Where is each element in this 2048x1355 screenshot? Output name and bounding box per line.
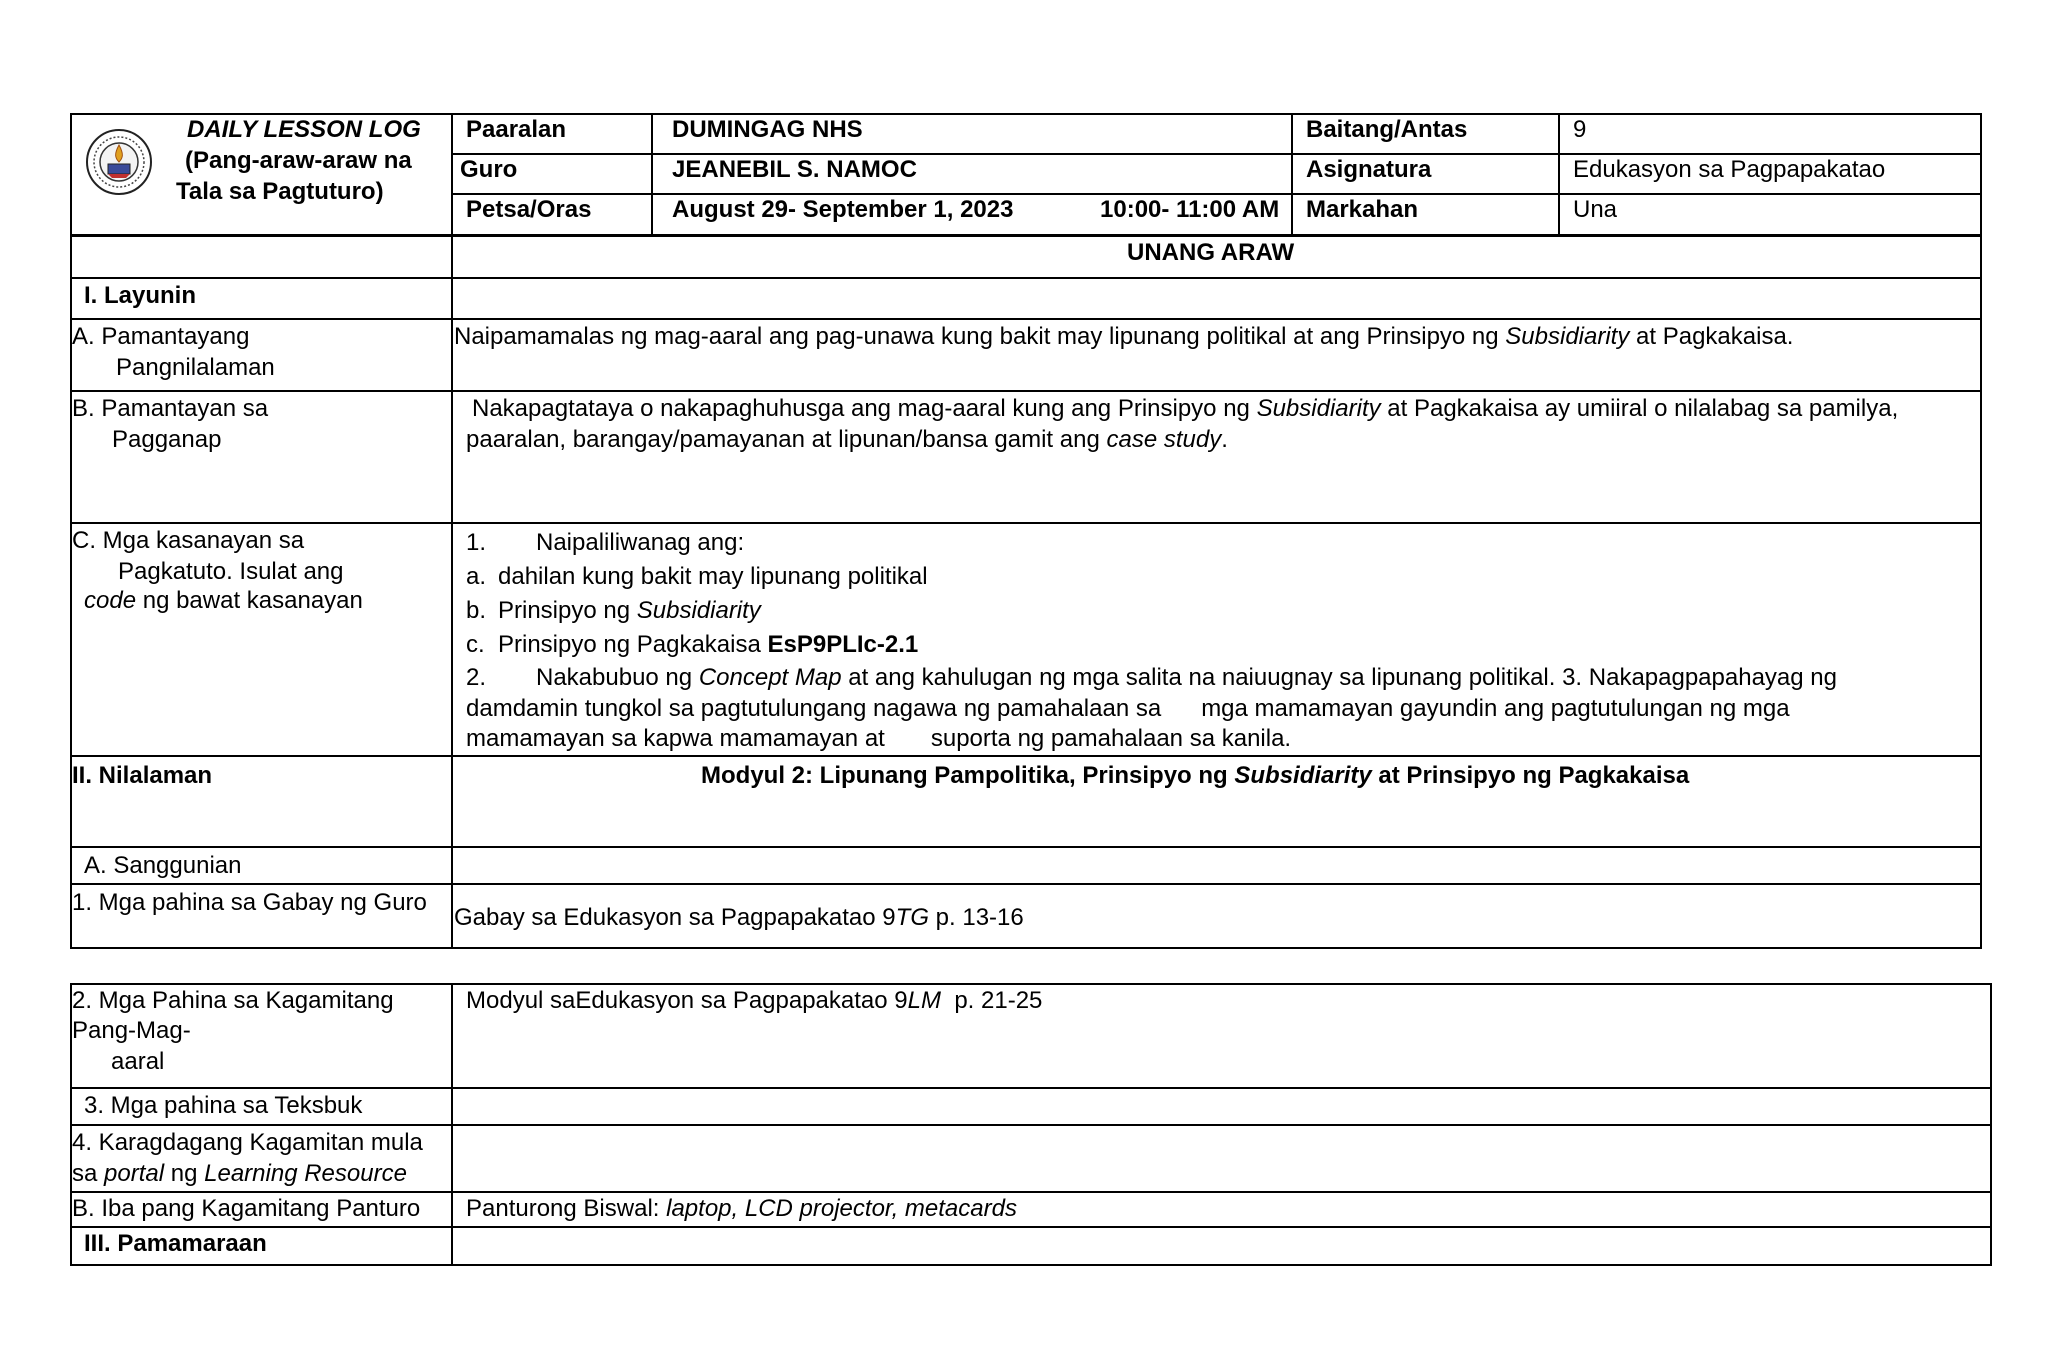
guro-value: JEANEBIL S. NAMOC: [672, 156, 917, 183]
petsa-value: August 29- September 1, 2023: [672, 196, 1014, 223]
baitang-value: 9: [1573, 116, 1587, 143]
skill-a-mark: a.: [466, 563, 487, 590]
markahan-value: Una: [1573, 196, 1618, 223]
sanggunian-label: A. Sanggunian: [84, 852, 242, 879]
paaralan-value: DUMINGAG NHS: [672, 116, 863, 143]
row-line: [70, 277, 1982, 279]
kagamitan-label-3: aaral: [111, 1048, 165, 1075]
col-line: [651, 113, 653, 234]
row-line: [70, 846, 1982, 848]
row-line: [70, 1087, 1992, 1089]
skill-2-text-2: damdamin tungkol sa pagtutulungang nagawa ng pamahalaan sa mga mamamayan gayundin ang pagtutulungan ng mga: [466, 695, 1790, 722]
row-a-text: Naipamamalas ng mag-aaral ang pag-unawa kung bakit may lipunang politikal at ang Prinsipyo ng Subsidiarity at Pagkakaisa.: [454, 323, 1794, 350]
skill-2-number: 2.: [466, 664, 487, 691]
row-line: [70, 1226, 1992, 1228]
row-b-label: B. Pamantayan sa: [72, 395, 269, 422]
asignatura-value: Edukasyon sa Pagpapakatao: [1573, 156, 1886, 183]
kagamitan-value: Modyul saEdukasyon sa Pagpapakatao 9LM p. 21-25: [466, 987, 1043, 1014]
gabay-label: 1. Mga pahina sa Gabay ng Guro: [72, 889, 427, 916]
pamamaraan-heading: III. Pamamaraan: [84, 1230, 267, 1257]
gabay-value: Gabay sa Edukasyon sa Pagpapakatao 9TG p. 13-16: [454, 904, 1024, 931]
row-line: [70, 318, 1982, 320]
skill-1-number: 1.: [466, 529, 487, 556]
karagdagan-label: 4. Karagdagang Kagamitan mula: [72, 1129, 423, 1156]
module-title: Modyul 2: Lipunang Pampolitika, Prinsipyo ng Subsidiarity at Prinsipyo ng Pagkakaisa: [701, 762, 1690, 789]
skill-b-mark: b.: [466, 597, 487, 624]
row-line: [70, 234, 1982, 237]
document-subtitle-2: Tala sa Pagtuturo): [176, 178, 384, 205]
col-line: [451, 113, 453, 949]
nilalaman-heading: II. Nilalaman: [72, 762, 213, 789]
baitang-label: Baitang/Antas: [1306, 116, 1468, 143]
skill-b-text: Prinsipyo ng Subsidiarity: [498, 597, 761, 624]
skill-c-text: Prinsipyo ng Pagkakaisa EsP9PLIc-2.1: [498, 631, 919, 658]
row-line: [70, 755, 1982, 757]
skill-code: EsP9PLIc-2.1: [767, 631, 919, 658]
col-line: [451, 983, 453, 1266]
school-seal-icon: [84, 128, 154, 196]
kagamitan-label-2: Pang-Mag-: [72, 1017, 191, 1044]
asignatura-label: Asignatura: [1306, 156, 1432, 183]
iba-value: Panturong Biswal: laptop, LCD projector, metacards: [466, 1195, 1017, 1222]
row-line: [70, 390, 1982, 392]
karagdagan-label-2: sa portal ng Learning Resource: [72, 1160, 407, 1187]
row-line: [70, 1191, 1992, 1193]
petsa-label: Petsa/Oras: [466, 196, 592, 223]
document-title: DAILY LESSON LOG: [187, 116, 421, 143]
col-line: [1558, 113, 1560, 234]
row-c-label-2: Pagkatuto. Isulat ang: [118, 558, 344, 585]
markahan-label: Markahan: [1306, 196, 1419, 223]
row-line: [70, 522, 1982, 524]
oras-value: 10:00- 11:00 AM: [1100, 196, 1280, 223]
row-c-label-3: code ng bawat kasanayan: [84, 587, 363, 614]
row-b-text-2: paaralan, barangay/pamayanan at lipunan/bansa gamit ang case study.: [466, 426, 1228, 453]
row-a-label: A. Pamantayang: [72, 323, 250, 350]
paaralan-label: Paaralan: [466, 116, 567, 143]
skill-c-mark: c.: [466, 631, 485, 658]
row-line: [70, 883, 1982, 885]
row-line: [70, 1124, 1992, 1126]
row-b-text: Nakapagtataya o nakapaghuhusga ang mag-aaral kung ang Prinsipyo ng Subsidiarity at Pagkakaisa ay umiiral o nilalabag sa pamilya,: [472, 395, 1899, 422]
document-subtitle: (Pang-araw-araw na: [185, 147, 412, 174]
skill-2-text: Nakabubuo ng Concept Map at ang kahulugan ng mga salita na naiuugnay sa lipunang politikal. 3. Nakapagpapahayag ng: [536, 664, 1837, 691]
row-a-label-2: Pangnilalaman: [116, 354, 275, 381]
layunin-heading: I. Layunin: [84, 282, 197, 309]
teksbuk-label: 3. Mga pahina sa Teksbuk: [84, 1092, 363, 1119]
skill-1-text: Naipaliliwanag ang:: [536, 529, 745, 556]
row-c-label: C. Mga kasanayan sa: [72, 527, 305, 554]
row-b-label-2: Pagganap: [112, 426, 222, 453]
skill-a-text: dahilan kung bakit may lipunang politikal: [498, 563, 928, 590]
day-heading: UNANG ARAW: [1127, 239, 1295, 266]
col-line: [1291, 113, 1293, 234]
kagamitan-label: 2. Mga Pahina sa Kagamitang: [72, 987, 394, 1014]
main-table-border: [70, 113, 1982, 949]
iba-label: B. Iba pang Kagamitang Panturo: [72, 1195, 421, 1222]
guro-label: Guro: [460, 156, 518, 183]
skill-2-text-3: mamamayan sa kapwa mamamayan at suporta ng pamahalaan sa kanila.: [466, 725, 1292, 752]
